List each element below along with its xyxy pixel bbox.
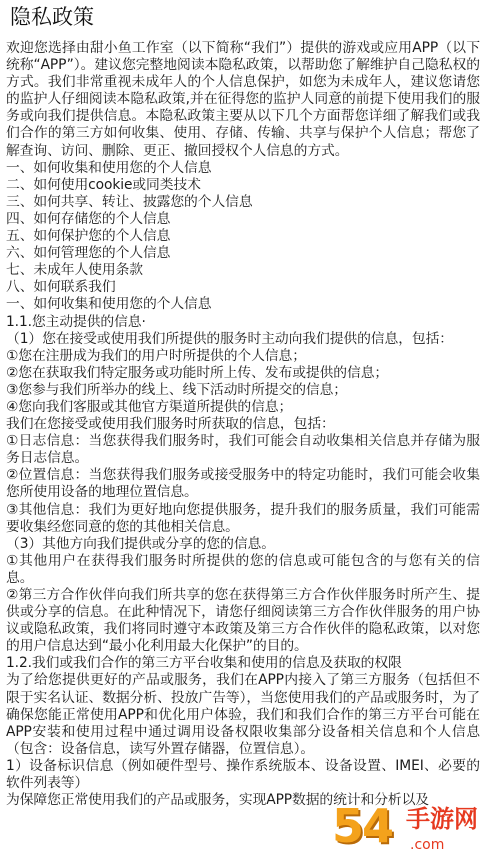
toc-item-3: 三、如何共享、转让、披露您的个人信息 — [6, 193, 253, 210]
policy-paragraph: 1）设备标识信息（例如硬件型号、操作系统版本、设备设置、IMEI、必要的软件列表等） — [6, 757, 480, 792]
watermark-logo-mark: 54 — [332, 799, 393, 853]
policy-paragraph: ②位置信息：当您获得我们服务或接受服务中的特定功能时，我们可能会收集您所使用设备的地理位置信息。 — [6, 467, 480, 501]
watermark-site-name: 手游网 — [406, 805, 478, 833]
policy-paragraph: ③您参与我们所举办的线上、线下活动时所提交的信息； — [6, 381, 347, 398]
policy-content[interactable] — [6, 40, 480, 809]
toc-item-8: 八、如何联系我们 — [6, 279, 116, 296]
policy-paragraph: ①您在注册成为我们的用户时所提供的个人信息； — [6, 347, 306, 364]
policy-paragraph: 我们在您接受或使用我们服务时所获取的信息，包括： — [6, 416, 335, 433]
toc-item-2: 二、如何使用cookie或同类技术 — [6, 176, 201, 193]
policy-intro: 欢迎您选择由甜小鱼工作室（以下简称“我们”）提供的游戏或应用APP（以下统称“APP”）。建议您完整地阅读本隐私政策，以帮助您了解维护自己隐私权的方式。我们非常重视未成年人的个人信息保护，如您为未成年人，建议您请您的监护人仔细阅读本隐私政策,并在征得您的监护人同意的前提下使用我们的服务或向我们提供信息。本隐私政策主要从以下几个方面帮您详细了解我们或我们合作的第三方如何收集、使用、存储、传输、共享与保护个人信息；帮您了解查询、访问、删除、更正、撤回授权个人信息的方式。 — [6, 40, 480, 159]
site-watermark-logo — [332, 799, 482, 863]
policy-paragraph: ①其他用户在获得我们服务时所提供的您的信息或可能包含的与您有关的信息。 — [6, 552, 480, 586]
policy-paragraph: （3）其他方向我们提供或分享的您的信息。 — [6, 535, 275, 552]
policy-paragraph: 为了给您提供更好的产品或服务，我们在APP内接入了第三方服务（包括但不限于实名认证、数据分析、投放广告等），当您使用我们的产品或服务时，为了确保您能正常使用APP和优化用户体验，我们和我们合作的第三方平台可能在APP安装和使用过程中通过调用设备权限收集部分设备相关信息和个人信息（包含：设备信息，读写外置存储器，位置信息）。 — [6, 672, 480, 757]
policy-paragraph: ④您向我们客服或其他官方渠道所提供的信息； — [6, 398, 293, 415]
page-title: 隐私政策 — [10, 5, 94, 29]
policy-paragraph: （1）您在接受或使用我们所提供的服务时主动向我们提供的信息，包括： — [6, 330, 453, 347]
toc-item-6: 六、如何管理您的个人信息 — [6, 245, 171, 262]
subsection-heading: 1.1.您主动提供的信息· — [6, 313, 146, 330]
subsection-heading: 1.2.我们或我们合作的第三方平台收集和使用的信息及获取的权限 — [6, 655, 402, 672]
policy-paragraph: 为保障您正常使用我们的产品或服务，实现APP数据的统计和分析以及 — [6, 792, 429, 809]
watermark-url: .com — [410, 837, 445, 853]
toc-item-1: 一、如何收集和使用您的个人信息 — [6, 159, 212, 176]
toc-item-7: 七、未成年人使用条款 — [6, 262, 143, 279]
policy-paragraph: ①日志信息：当您获得我们服务时，我们可能会自动收集相关信息并存储为服务日志信息。 — [6, 433, 480, 467]
policy-paragraph: ②第三方合作伙伴向我们所共享的您在获得第三方合作伙伴服务时所产生、提供或分享的信息。在此种情况下，请您仔细阅读第三方合作伙伴服务的用户协议或隐私政策，我们将同时遵守本政策及第三方合作伙伴的隐私政策，以对您的用户信息达到“最小化利用最大化保护”的目的。 — [6, 587, 480, 655]
policy-paragraph: ③其他信息：我们为更好地向您提供服务，提升我们的服务质量，我们可能需要收集经您同意的您的其他相关信息。 — [6, 501, 480, 535]
toc-item-5: 五、如何保护您的个人信息 — [6, 228, 171, 245]
section-heading: 一、如何收集和使用您的个人信息 — [6, 296, 212, 313]
toc-item-4: 四、如何存储您的个人信息 — [6, 210, 171, 227]
policy-paragraph: ②您在获取我们特定服务或功能时所上传、发布或提供的信息； — [6, 364, 389, 381]
